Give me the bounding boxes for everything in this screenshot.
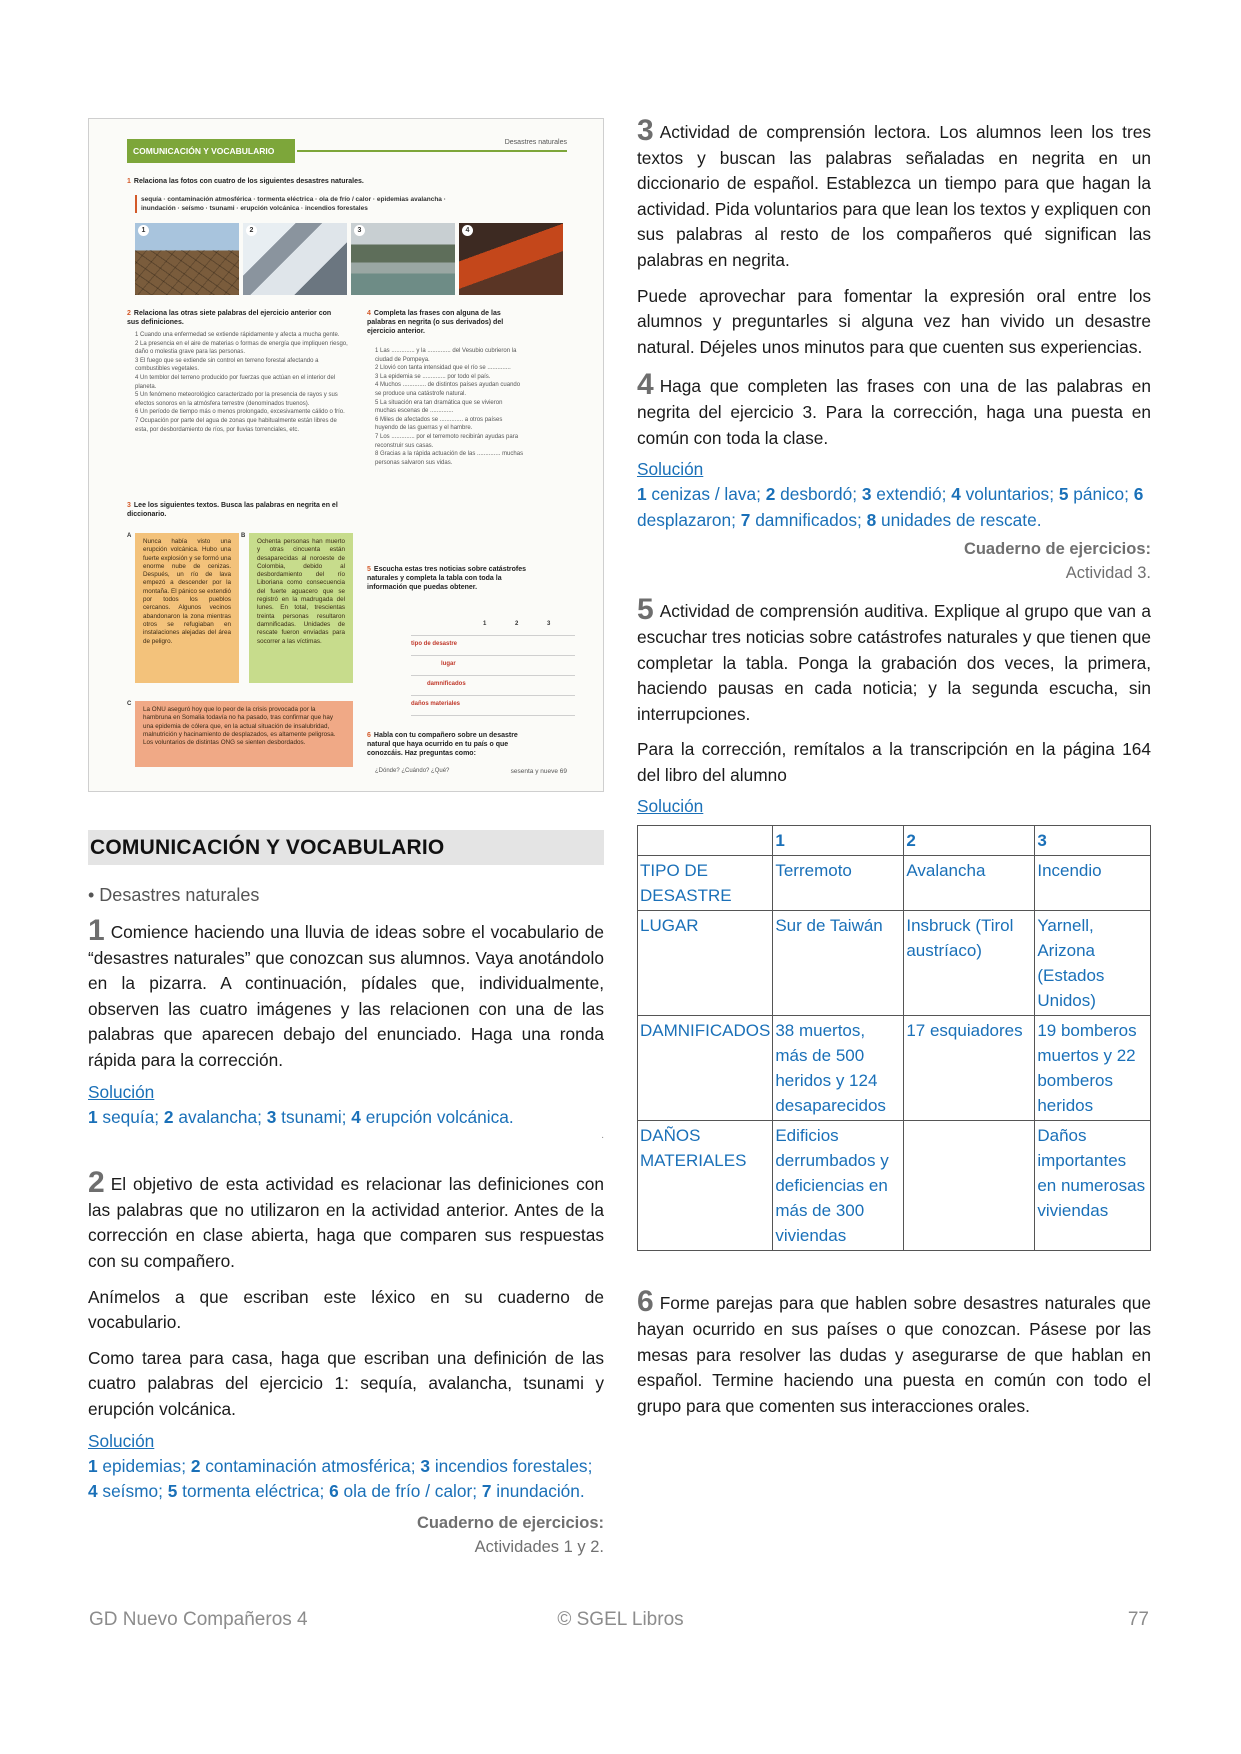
activity-6: 6 Forme parejas para que hablen sobre desastres naturales que hayan ocurrido en sus países o que conozcan. Pásese por las mesas para resolver las dudas y asegurarse de que hablan en español. Termine haciendo una puesta en común con todo el grupo para que comenten sus interacciones orales.: [637, 1285, 1151, 1416]
thumb-subtitle: Desastres naturales: [504, 139, 567, 146]
activity-4: 4 Haga que completen las frases con una de las palabras en negrita del ejercicio 3. Para la corrección, haga una puesta en común con toda la clase.: [637, 368, 1151, 448]
activity-1: 1 Comience haciendo una lluvia de ideas sobre el vocabulario de “desastres naturales” que conozcan sus alumnos. Vaya anotándolo en la pizarra. A continuación, pídales que, individualmente, observen las cuatro imágenes y las relacionen con una de las palabras que aparecen debajo del enunciado. Haga una ronda rápida para la corrección.: [88, 914, 604, 1070]
thumb-photo-drought: 1: [135, 223, 239, 295]
activity-2-paragraph-2: Anímelos a que escriban este léxico en su cuaderno de vocabulario.: [88, 1286, 604, 1333]
thumb-ex2: 2 Relaciona las otras siete palabras del ejercicio anterior con sus definiciones.: [127, 310, 332, 326]
activity-number: 5: [637, 593, 654, 627]
solution-link[interactable]: Solución: [88, 1430, 155, 1451]
solution-link[interactable]: Solución: [637, 796, 704, 817]
activity-2-paragraph-3: Como tarea para casa, haga que escriban una definición de las cuatro palabras del ejercicio 1: sequía, avalancha, tsunami y erupción volcánica.: [88, 1347, 604, 1419]
activity-3-paragraph-2: Puede aprovechar para fomentar la expresión oral entre los alumnos y preguntarles si alguna vez han vivido un desastre natural. Déjeles unos minutos para que cuenten sus experiencias.: [637, 285, 1151, 357]
table-cell: LUGAR: [638, 911, 773, 1016]
footer-title: GD Nuevo Compañeros 4: [89, 1609, 308, 1630]
thumb-ex2-list: 1 Cuando una enfermedad se extiende rápidamente y afecta a mucha gente. 2 La presencia en el aire de materias o formas de energía que impliquen riesgo, daño o molestia grave para las personas. 3 El fuego que se extiende sin control en terreno forestal afectando a combustibles vegetales. 4 Un temblor del terreno producido por fuerzas que actúan en el interior del planeta. 5 Un fenómeno meteorológico caracterizado por la presencia de rayos y sus efectos sonoros en la atmósfera terrestre (denominados truenos). 6 Un período de tiempo más o menos prolongado, excesivamente cálido o frío. 7 Ocupación por parte del agua de zonas que habitualmente están libres de esta, por desbordamiento de ríos, por lluvias torrenciales, etc.: [135, 332, 348, 433]
thumb-text-b: Ochenta personas han muerto y otras cincuenta están desaparecidas al noroeste de Colombia, debido al desbordamiento del río Liboriana como consecuencia del fuerte aguacero que se registró en la madrugada del lunes. En total, trescientas treinta personas resultaron damnificadas. Unidades de rescate fueron enviadas para socorrer a las víctimas.: [249, 533, 353, 683]
right-column: [637, 114, 1151, 1419]
solution-1: 1 sequía; 2 avalancha; 3 tsunami; 4 erupción volcánica.: [88, 1106, 514, 1127]
thumb-text-a: Nunca había visto una erupción volcánica. Hubo una fuerte explosión y se formó una enorme nube de cenizas. Después, un río de lava empezó a descender por la montaña. El pánico se extendió por todos los pueblos cercanos. Algunos vecinos abandonaron la zona mientras otros se refugiaban en instalaciones alejadas del área de peligro.: [135, 533, 239, 683]
table-cell: Avalancha: [904, 856, 1035, 911]
left-column: [88, 118, 604, 1559]
activity-5-paragraph-2: Para la corrección, remítalos a la transcripción en la página 164 del libro del alumno: [637, 739, 1151, 785]
thumb-ex6: 6 Habla con tu compañero sobre un desastre natural que haya ocurrido en tu país o que conozcáis. Haz preguntas como:: [367, 732, 518, 757]
table-cell: Insbruck (Tirol austríaco): [904, 911, 1035, 1016]
table-cell: Sur de Taiwán: [773, 911, 904, 1016]
table-cell: [904, 1121, 1035, 1251]
solution-2: 1 epidemias; 2 contaminación atmosférica; 3 incendios forestales; 4 seísmo; 5 tormenta eléctrica; 6 ola de frío / calor; 7 inundación.: [88, 1455, 593, 1502]
table-cell: DAMNIFICADOS: [638, 1016, 773, 1121]
table-row: [638, 911, 1151, 1016]
solution-link[interactable]: Solución: [88, 1081, 155, 1102]
thumb-ex5: 5 Escucha estas tres noticias sobre catástrofes naturales y completa la tabla con toda la información que puedas obtener.: [367, 566, 527, 591]
table-cell: DAÑOS MATERIALES: [638, 1121, 773, 1251]
workbook-reference: Cuaderno de ejercicios: Actividad 3.: [963, 540, 1151, 583]
solution-link[interactable]: Solución: [637, 459, 704, 480]
thumb-photo-tsunami: 3: [351, 223, 455, 295]
thumb-photo-avalanche: 2: [243, 223, 347, 295]
activity-number: 3: [637, 114, 654, 147]
table-cell: 2: [904, 826, 1035, 856]
table-row: [638, 1121, 1151, 1251]
stray-dot: .: [601, 1130, 604, 1142]
activity-3: 3 Actividad de comprensión lectora. Los alumnos leen los tres textos y buscan las palabras señaladas en negrita en un diccionario de español. Establezca un tiempo para que hagan la actividad. Pida voluntarios para que lean los textos y expliquen con sus palabras al resto de los compañeros qué significan las palabras en negrita.: [637, 114, 1151, 270]
thumb-ex6-questions: ¿Dónde? ¿Cuándo? ¿Qué?: [375, 768, 450, 774]
thumb-label-b: B: [241, 533, 246, 539]
table-cell: Terremoto: [773, 856, 904, 911]
thumb-rule: [297, 150, 567, 152]
thumb-ex5-table: 1 2 3 tipo de desastre lugar damnificados daños materiales: [411, 621, 575, 717]
thumb-photo-volcano: 4: [459, 223, 563, 295]
thumb-text-c: La ONU aseguró hoy que lo peor de la crisis provocada por la hambruna en Somalia todavía no ha pasado, tras confirmar que hay una epidemia de cólera que, en la actual situación de insalubridad, malnutrición y hacinamiento de desplazados, es altamente peligrosa. Los voluntarios de distintas ONG se sienten desbordados.: [135, 701, 353, 767]
table-cell: Yarnell, Arizona (Estados Unidos): [1035, 911, 1151, 1016]
thumb-label-a: A: [127, 533, 132, 539]
activity-5: 5 Actividad de comprensión auditiva. Explique al grupo que van a escuchar tres noticias sobre catástrofes naturales y que tienen que completar la tabla. Ponga la grabación dos veces, la primera, haciendo pausas en cada noticia; y la segunda escucha, sin interrupciones.: [637, 593, 1151, 724]
table-row: [638, 1016, 1151, 1121]
thumb-ex4-list: 1 Las .............. y la .............. del Vesubio cubrieron la ciudad de Pompeya. 2 Llovió con tanta intensidad que el río se .............. 3 La epidemia se .............. por todo el país. 4 Muchos .............. de distintos países ayudan cuando se produce una catástrofe natural. 5 La situación era tan dramática que se vivieron muchas escenas de .............. 6 Miles de afectados se .............. a otros países huyendo de las guerras y el hambre. 7 Los .............. por el terremoto recibirán ayudas para reconstruir sus casas. 8 Gracias a la rápida actuación de las .............. muchas personas salvaron sus vidas.: [375, 348, 524, 466]
thumb-banner: COMUNICACIÓN Y VOCABULARIO: [127, 139, 295, 163]
activity-number: 1: [88, 914, 105, 947]
solution-4: 1 cenizas / lava; 2 desbordó; 3 extendió; 4 voluntarios; 5 pánico; 6 desplazaron; 7 damnificados; 8 unidades de rescate.: [637, 484, 1144, 530]
table-cell: 38 muertos, más de 500 heridos y 124 desaparecidos: [773, 1016, 904, 1121]
section-title: COMUNICACIÓN Y VOCABULARIO: [88, 830, 604, 865]
activity-number: 6: [637, 1285, 654, 1319]
table-cell: 1: [773, 826, 904, 856]
table-cell: Edificios derrumbados y deficiencias en más de 300 viviendas: [773, 1121, 904, 1251]
table-cell: 17 esquiadores: [904, 1016, 1035, 1121]
activity-2: 2 El objetivo de esta actividad es relacionar las definiciones con las palabras que no utilizaron en la actividad anterior. Antes de la corrección en clase abierta, haga que comparen sus respuestas con su compañero.: [88, 1166, 604, 1271]
activity-number: 4: [637, 368, 654, 402]
workbook-reference: Cuaderno de ejercicios: Actividades 1 y 2.: [416, 1513, 604, 1556]
table-header-row: [638, 826, 1151, 856]
thumb-page-number: sesenta y nueve 69: [510, 768, 567, 775]
table-cell: 3: [1035, 826, 1151, 856]
footer-page-number: 77: [1127, 1609, 1149, 1630]
table-cell: [638, 826, 773, 856]
table-row: [638, 856, 1151, 911]
topic-bullet: • Desastres naturales: [88, 885, 260, 905]
table-cell: Incendio: [1035, 856, 1151, 911]
thumb-ex1-words: sequía · contaminación atmosférica · tormenta eléctrica · ola de frío / calor · epidemias avalancha · inundación · seísmo · tsunami · erupción volcánica · incendios forestales: [135, 195, 481, 213]
thumb-label-c: C: [127, 701, 132, 707]
table-cell: Daños importantes en numerosas viviendas: [1035, 1121, 1151, 1251]
activity-number: 2: [88, 1166, 105, 1200]
thumb-ex3: 3 Lee los siguientes textos. Busca las palabras en negrita en el diccionario.: [127, 502, 338, 518]
thumb-header: [127, 139, 567, 167]
thumb-ex4: 4 Completa las frases con alguna de las palabras en negrita (o sus derivados) del ejercicio anterior.: [367, 310, 504, 335]
thumb-ex1: 1 Relaciona las fotos con cuatro de los siguientes desastres naturales.: [127, 178, 364, 185]
table-cell: 19 bomberos muertos y 22 bomberos heridos: [1035, 1016, 1151, 1121]
student-book-thumbnail: [88, 118, 604, 792]
solution-table: [637, 825, 1151, 1251]
footer-copyright: © SGEL Libros: [557, 1609, 684, 1630]
table-cell: TIPO DE DESASTRE: [638, 856, 773, 911]
